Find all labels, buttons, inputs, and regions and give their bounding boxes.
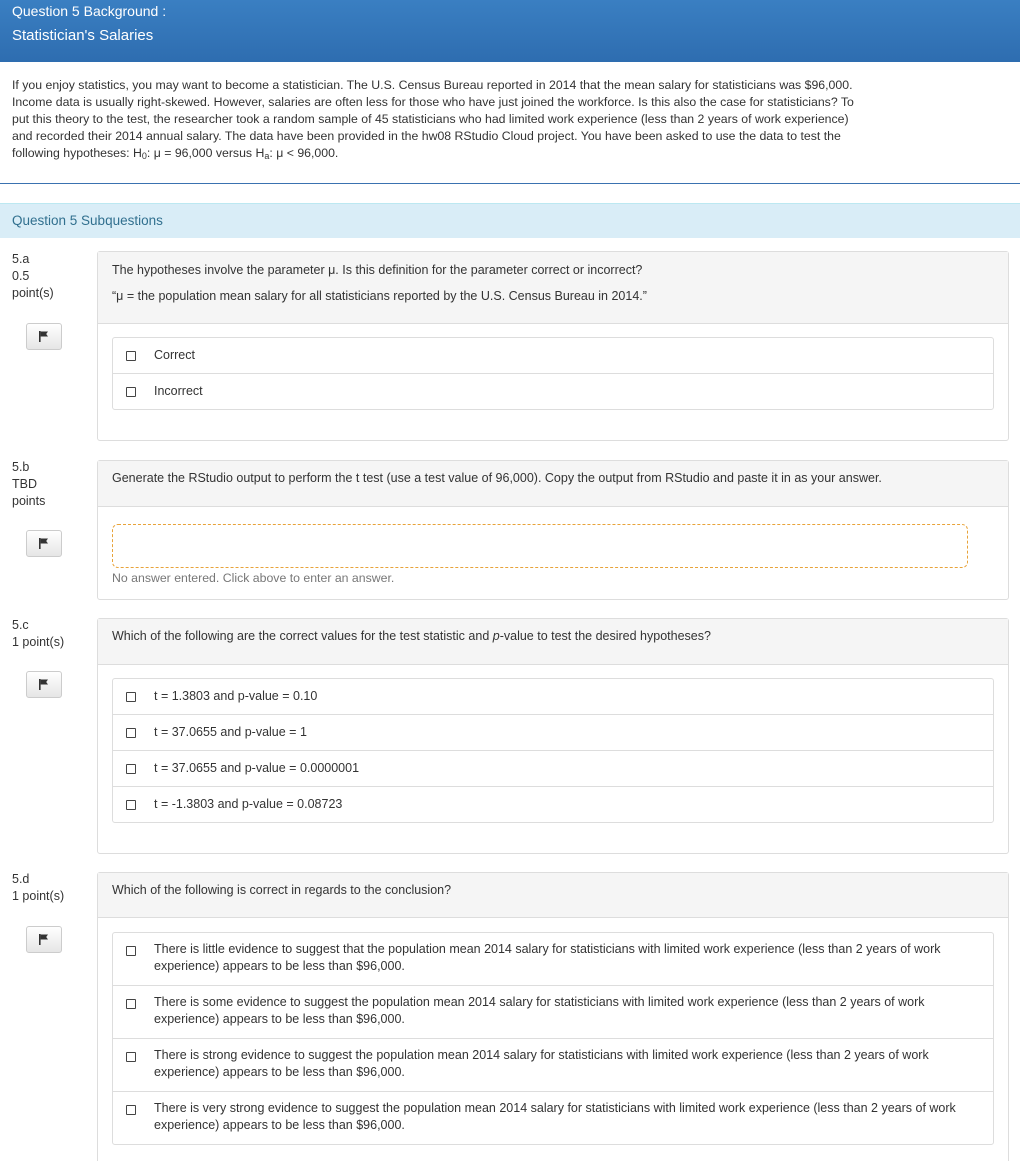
checkbox[interactable]: [126, 728, 136, 738]
choice-list-5d: [112, 932, 994, 1145]
checkbox[interactable]: [126, 387, 136, 397]
choice-option-1[interactable]: t = 1.3803 and p-value = 0.10: [113, 679, 993, 715]
question-subtitle: Statistician's Salaries: [12, 27, 154, 44]
answer-input[interactable]: [112, 524, 968, 568]
question-panel-5c: [97, 618, 1009, 854]
subquestions-header: Question 5 Subquestions: [0, 203, 1020, 238]
flag-icon: [39, 331, 49, 342]
choice-correct[interactable]: Correct: [113, 338, 993, 374]
checkbox[interactable]: [126, 1105, 136, 1115]
flag-button-5d[interactable]: [26, 926, 62, 953]
choice-option-3[interactable]: t = 37.0655 and p-value = 0.0000001: [113, 751, 993, 787]
choice-list-5a: [112, 337, 994, 410]
flag-button-5c[interactable]: [26, 671, 62, 698]
checkbox[interactable]: [126, 946, 136, 956]
question-panel-5a: [97, 251, 1009, 441]
question-prompt: Which of the following are the correct values for the test statistic and p-value to test the desired hypotheses?: [112, 629, 711, 643]
choice-incorrect[interactable]: Incorrect: [113, 374, 993, 409]
checkbox[interactable]: [126, 999, 136, 1009]
question-label-5b: 5.b TBD points: [12, 460, 46, 508]
flag-button-5a[interactable]: [26, 323, 62, 350]
checkbox[interactable]: [126, 1052, 136, 1062]
flag-icon: [39, 679, 49, 690]
divider: [0, 183, 1020, 184]
checkbox[interactable]: [126, 692, 136, 702]
choice-little-evidence[interactable]: There is little evidence to suggest that the population mean 2014 salary for statisticians with limited work experience (less than 2 years of work experience) appears to be less than $96,000.: [113, 933, 993, 986]
checkbox[interactable]: [126, 351, 136, 361]
flag-icon: [39, 934, 49, 945]
question-prompt: The hypotheses involve the parameter μ. Is this definition for the parameter correct or incorrect?: [112, 263, 643, 277]
question-label-5d: 5.d 1 point(s): [12, 872, 65, 903]
choice-list-5c: [112, 678, 994, 823]
parameter-definition: “μ = the population mean salary for all statisticians reported by the U.S. Census Bureau in 2014.”: [112, 289, 647, 303]
question-panel-5d: [97, 872, 1009, 1161]
background-paragraph: If you enjoy statistics, you may want to become a statistician. The U.S. Census Bureau reported in 2014 that the mean salary for statisticians was $96,000. Income data is usually right-skewed. However, salaries are often less for those who have just joined the workforce. Is this also the case for statisticians? To put this theory to the test, the researcher took a random sample of 45 statisticians who had limited work experience (less than 2 years of work experience) and recorded their 2014 annual salary. The data have been provided in the hw08 RStudio Cloud project. You have been asked to use the data to test the following hypotheses: $H_0$: μ = 96,000 versus $H_a$: μ < 96,000.: [12, 78, 854, 161]
choice-strong-evidence[interactable]: There is strong evidence to suggest the population mean 2014 salary for statisticians with limited work experience (less than 2 years of work experience) appears to be less than $96,000.: [113, 1039, 993, 1092]
question-prompt: Generate the RStudio output to perform the t test (use a test value of 96,000). Copy the output from RStudio and paste it in as your answer.: [112, 471, 882, 485]
question-label-5c: 5.c 1 point(s): [12, 618, 65, 649]
checkbox[interactable]: [126, 800, 136, 810]
question-panel-5b: [97, 460, 1009, 600]
question-label-5a: 5.a 0.5 point(s): [12, 252, 54, 300]
choice-very-strong-evidence[interactable]: There is very strong evidence to suggest the population mean 2014 salary for statisticians with limited work experience (less than 2 years of work experience) appears to be less than $96,000.: [113, 1092, 993, 1144]
choice-option-2[interactable]: t = 37.0655 and p-value = 1: [113, 715, 993, 751]
checkbox[interactable]: [126, 764, 136, 774]
flag-button-5b[interactable]: [26, 530, 62, 557]
flag-icon: [39, 538, 49, 549]
question-header: [0, 0, 1020, 62]
question-prompt: Which of the following is correct in regards to the conclusion?: [112, 883, 452, 897]
question-title: Question 5 Background :: [12, 3, 167, 19]
choice-some-evidence[interactable]: There is some evidence to suggest the population mean 2014 salary for statisticians with limited work experience (less than 2 years of work experience) appears to be less than $96,000.: [113, 986, 993, 1039]
no-answer-message: No answer entered. Click above to enter an answer.: [112, 571, 395, 585]
choice-option-4[interactable]: t = -1.3803 and p-value = 0.08723: [113, 787, 993, 822]
